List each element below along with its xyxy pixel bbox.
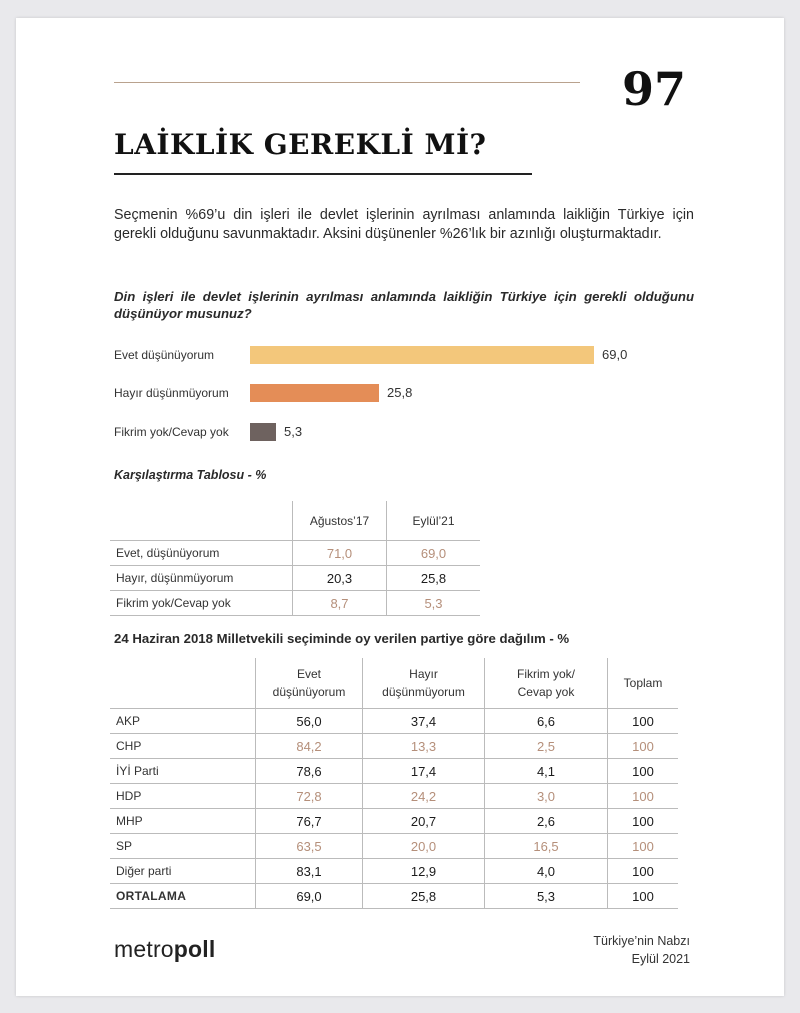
table-cell: 17,4 — [363, 759, 485, 784]
table-cell: 25,8 — [387, 566, 481, 591]
row-label: AKP — [110, 709, 256, 734]
table-row — [110, 859, 678, 884]
table-cell: 100 — [608, 859, 679, 884]
report-page — [16, 18, 784, 996]
table-cell: 20,0 — [363, 834, 485, 859]
column-header: Eylül’21 — [387, 501, 481, 541]
table-cell: 76,7 — [256, 809, 363, 834]
table-cell: 3,0 — [485, 784, 608, 809]
table-row — [110, 734, 678, 759]
bar-value-label: 5,3 — [284, 424, 303, 439]
bar-value-label: 25,8 — [387, 385, 413, 400]
row-label: Fikrim yok/Cevap yok — [110, 591, 293, 616]
table-cell: 8,7 — [293, 591, 387, 616]
table-cell: 20,7 — [363, 809, 485, 834]
page-number: 97 — [622, 62, 687, 116]
table-cell: 84,2 — [256, 734, 363, 759]
table-cell: 83,1 — [256, 859, 363, 884]
table-cell: 69,0 — [256, 884, 363, 909]
bar — [250, 384, 379, 402]
table-cell: 6,6 — [485, 709, 608, 734]
table-cell: 72,8 — [256, 784, 363, 809]
party-distribution-table — [110, 658, 678, 909]
table-cell: 2,5 — [485, 734, 608, 759]
table-cell: 100 — [608, 834, 679, 859]
table-cell: 4,1 — [485, 759, 608, 784]
bar-category-label: Fikrim yok/Cevap yok — [114, 425, 229, 439]
header-blank-cell — [110, 658, 256, 709]
comparison-table — [110, 501, 480, 616]
table-header-row — [110, 501, 480, 541]
bar-category-label: Evet düşünüyorum — [114, 348, 215, 362]
table-cell: 2,6 — [485, 809, 608, 834]
table-row — [110, 759, 678, 784]
header-rule — [114, 82, 580, 83]
footer-date: Eylül 2021 — [631, 952, 690, 966]
metropoll-logo — [114, 936, 215, 963]
table-cell: 100 — [608, 784, 679, 809]
table-cell: 4,0 — [485, 859, 608, 884]
table-cell: 20,3 — [293, 566, 387, 591]
table-cell: 71,0 — [293, 541, 387, 566]
footer-publication: Türkiye’nin Nabzı — [593, 934, 690, 948]
table-row — [110, 884, 678, 909]
table-row — [110, 809, 678, 834]
table-row — [110, 566, 480, 591]
column-header: Evet düşünüyorum — [256, 658, 363, 709]
table-cell: 100 — [608, 809, 679, 834]
bar-value-label: 69,0 — [602, 347, 628, 362]
table-cell: 69,0 — [387, 541, 481, 566]
title-underline — [114, 173, 532, 175]
row-label: CHP — [110, 734, 256, 759]
header-blank-cell — [110, 501, 293, 541]
row-label: ORTALAMA — [110, 884, 256, 909]
table-cell: 78,6 — [256, 759, 363, 784]
column-header: Toplam — [608, 658, 679, 709]
intro-paragraph: Seçmenin %69’u din işleri ile devlet işlerinin ayrılması anlamında laikliğin Türkiye için gerekli olduğunu savunmaktadır. Aksini düşünenler %26’lık bir azınlığı oluşturmaktadır. — [114, 207, 694, 242]
table-cell: 56,0 — [256, 709, 363, 734]
table-cell: 5,3 — [387, 591, 481, 616]
row-label: İYİ Parti — [110, 759, 256, 784]
row-label: Evet, düşünüyorum — [110, 541, 293, 566]
table-row — [110, 541, 480, 566]
survey-question: Din işleri ile devlet işlerinin ayrılması anlamında laikliğin Türkiye için gerekli olduğunu düşünüyor musunuz? — [114, 289, 694, 321]
column-header: Fikrim yok/ Cevap yok — [485, 658, 608, 709]
row-label: Hayır, düşünmüyorum — [110, 566, 293, 591]
party-table-title: 24 Haziran 2018 Milletvekili seçiminde oy verilen partiye göre dağılım - % — [114, 631, 570, 646]
table-cell: 100 — [608, 884, 679, 909]
table-cell: 100 — [608, 759, 679, 784]
table-cell: 37,4 — [363, 709, 485, 734]
logo-text-suffix: poll — [173, 936, 216, 962]
column-header: Ağustos’17 — [293, 501, 387, 541]
table-cell: 13,3 — [363, 734, 485, 759]
table-cell: 12,9 — [363, 859, 485, 884]
column-header: Hayır düşünmüyorum — [363, 658, 485, 709]
table-cell: 24,2 — [363, 784, 485, 809]
bar — [250, 423, 276, 441]
bar — [250, 346, 594, 364]
comparison-table-title: Karşılaştırma Tablosu - % — [114, 468, 267, 482]
table-cell: 100 — [608, 709, 679, 734]
table-cell: 5,3 — [485, 884, 608, 909]
table-row — [110, 834, 678, 859]
table-row — [110, 591, 480, 616]
table-row — [110, 784, 678, 809]
page-title: LAİKLİK GEREKLİ Mİ? — [114, 128, 487, 161]
row-label: HDP — [110, 784, 256, 809]
logo-text-prefix: metro — [114, 936, 174, 962]
bar-category-label: Hayır düşünmüyorum — [114, 386, 229, 400]
row-label: MHP — [110, 809, 256, 834]
table-row — [110, 709, 678, 734]
table-cell: 16,5 — [485, 834, 608, 859]
table-cell: 25,8 — [363, 884, 485, 909]
table-cell: 63,5 — [256, 834, 363, 859]
table-cell: 100 — [608, 734, 679, 759]
footer — [593, 932, 690, 968]
row-label: Diğer parti — [110, 859, 256, 884]
row-label: SP — [110, 834, 256, 859]
table-header-row — [110, 658, 678, 709]
